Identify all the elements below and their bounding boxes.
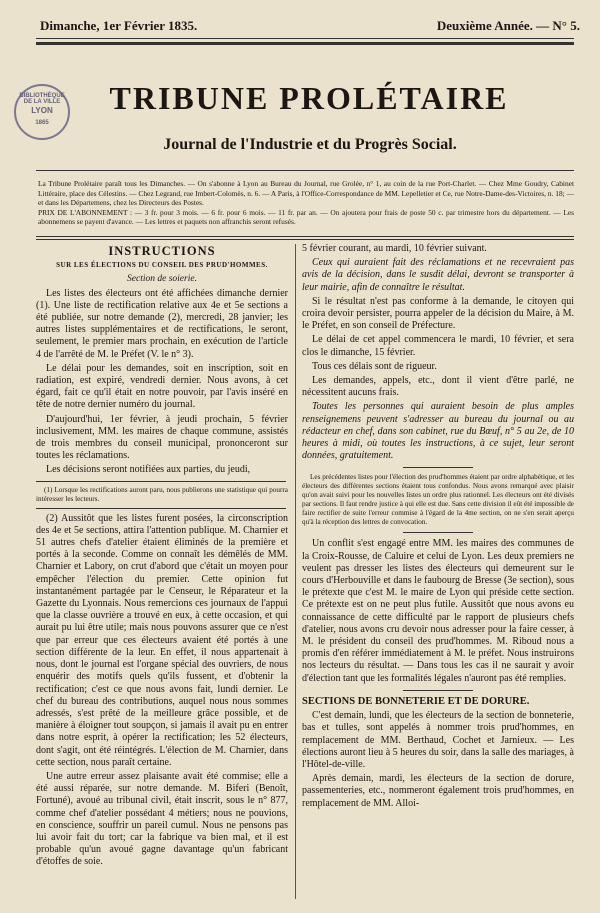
newspaper-subtitle: Journal de l'Industrie et du Progrès Social. [163,136,457,153]
info-line-2: PRIX DE L'ABONNEMENT : — 3 fr. pour 3 mois. — 6 fr. pour 6 mois. — 11 fr. par an. — On ajoutera pour frais de poste 50 c. par trimestre hors du département. — Les abonnemens se payent d'avance. — Les lettres et paquets non affranchis seront refusés. [38,207,574,227]
paragraph: Le délai de cet appel commencera le mardi, 10 février, et sera clos le dimanche, 15 février. [302,334,574,358]
paragraph: Le délai pour les demandes, soit en inscription, soit en radiation, est expiré, vendredi dernier. Nous avons, à cet égard, fait ce qu'il était en notre pouvoir, par l'avis inséré en tête de notre dernier numéro du journal. [36,362,288,411]
left-column [36,245,288,871]
info-rule-bottom [36,236,574,237]
paragraph: Une autre erreur assez plaisante avait été commise; elle a été aussi réparée, sur notre demande. M. Biferi (Benoît, Fortuné), avoué au tribunal civil, était inscrit, sous le n° 877, comme chef d'atelier possédant 4 métiers; nous ne pouvions, en conscience, souffrir un pareil cumul. Nous ne pensons pas lui avoir fait du tort; car la fabrique va bien mal, et il est probable qu'un avoué gagne davantage qu'un fabricant d'étoffes de soie. [36,770,288,868]
paragraph: Un conflit s'est engagé entre MM. les maires des communes de la Croix-Rousse, de Caluire et celui de Lyon. Les deux premiers ne veulent pas dresser les listes des électeurs qui demeurent sur le cours d'Herbouville et dans le faubourg de Bresse (3e section), sous le prétexte que c'est M. le maire de Lyon qui préside cette section. Ce prétexte est on ne peut plus futile. Aussitôt que nous avons eu connaissance de cette difficulté par le rapport de plusieurs chefs d'atelier, nous avons cru devoir nous adresser pour la faire cesser, à M. le président du conseil des prud'hommes. M. Riboud nous a promis d'en référer immédiatement à M. le préfet. Nous instruirons nos lecteurs du résultat. — Dans tous les cas il ne saurait y avoir d'élection tant que les formalités légales n'auront pas été remplies. [302,538,574,684]
separator [403,532,473,533]
paragraph: Ceux qui auraient fait des réclamations et ne recevraient pas avis de la décision, dans le susdit délai, devront se transporter à leur mairie, afin de connaître le résultat. [302,257,574,293]
info-rule-bottom-2 [36,239,574,240]
issue-date: Dimanche, 1er Février 1835. [40,18,198,33]
top-rule [36,38,574,39]
paragraph: Les demandes, appels, etc., dont il vient d'être parlé, ne nécessitent aucuns frais. [302,375,574,399]
paragraph: 5 février courant, au mardi, 10 février suivant. [302,243,487,254]
newspaper-title: TRIBUNE PROLÉTAIRE [109,80,509,116]
info-rule-top [36,170,574,171]
paragraph: D'aujourd'hui, 1er février, à jeudi prochain, 5 février inclusivement, MM. les maires de chaque commune, assistés de trois membres du conseil municipal, prononceront sur toutes les réclamations. [36,413,288,462]
footnote-rule-2 [36,508,286,509]
top-rule-thick [36,42,574,45]
info-line-1: La Tribune Prolétaire paraît tous les Dimanches. — On s'abonne à Lyon au Bureau du Journal, rue Grolée, n° 1, au coin de la rue Port-Charlet. — Chez Mme Goudry, Cabinet Littéraire, place des Célestins. — Chez Legrand, rue Imbert-Colomès, n. 6. — A Paris, à l'Office-Correspondance de MM. Lepelletier et Ce, rue Notre-Dame-des-Victoires, n. 18; — et dans les Départemens, chez les Directeurs des Postes. [38,179,574,208]
paragraph: Si le résultat n'est pas conforme à la demande, le citoyen qui croira devoir persister, pourra appeler de la décision du Maire, à M. le Préfet, en son conseil de Préfecture. [302,295,574,332]
column-divider [295,244,296,899]
right-column [302,243,574,812]
paragraph: C'est demain, lundi, que les électeurs de la section de bonneterie, bas et tulles, sont appelés à nommer trois prud'hommes, en remplacement de MM. Berthaud, Cochet et Jarnieux. — Les élections auront lieu à 5 heures du soir, dans la salle des mariages, à l'Hôtel-de-ville. [302,710,574,770]
article-subheading: SUR LES ÉLECTIONS DU CONSEIL DES PRUD'HOMMES. [56,261,268,270]
note: Les précédentes listes pour l'élection des prud'hommes étaient par ordre alphabétique, et les électeurs des différentes sections étaient tous confondus. Nous avons remarqué avec plaisir qu'on avait suivi pour les nouvelles listes un ordre plus rationnel. Les électeurs ont été divisés par sections. Il faut rendre justice à qui elle est due. Sans cette division il eût été impossible de faire rectifier de suite l'erreur commise à l'égard de la 4me section, on ne s'en serait aperçu qu'à la réception des lettres de convocation. [302,473,574,527]
separator [403,690,473,691]
article-heading: INSTRUCTIONS [108,244,216,258]
issue-number: Deuxième Année. — N° 5. [436,18,580,33]
paragraph: Tous ces délais sont de rigueur. [312,360,437,372]
paragraph: Toutes les personnes qui auraient besoin de plus amples renseignemens peuvent s'adresser au bureau du journal ou au rédacteur en chef, dans son cabinet, rue du Bœuf, n° 5 au 2e, de 10 heures à midi, où toutes les instructions, à ce sujet, leur seront données, gratuitement. [302,401,574,462]
section-label: Section de soierie. [127,274,197,285]
footnote: (1) Lorsque les rectifications auront paru, nous publierons une statistique qui pourra intéresser les lecteurs. [36,485,288,503]
paragraph: (2) Aussitôt que les listes furent posées, la circonscription des 4e et 5e sections, attira l'attention publique. M. Charnier et 51 autres chefs d'atelier étaient éliminés de la première et portés à la seconde. Comme on connaît les démêlés de MM. Charnier et Labory, on crut d'abord que c'était un moyen pour empêcher l'élection du premier. Cette opinion fut instantanément partagée par le Censeur, le Réparateur et la Gazette du Lyonnais. Nous remercions ces journaux de l'appui que la classe ouvrière a trouvé en eux, à cette occasion, et qui aurait pu lui être utile; mais nous pouvons assurer que ce n'est que par erreur que ces électeurs avaient été portés à une section différente de la leur. En effet, il nous appartenait à nous, dont le journal est l'organe spécial des ouvriers, de nous enquérir des motifs quels qu'ils fussent, et d'obtenir la rectification; c'est ce que nous avons fait, lundi dernier. Le chef du bureau des contributions, auquel nous nous sommes adressés, s'est prêté de la meilleure grâce possible, et de manière à éloigner tout soupçon, si jamais il avait pu en entrer dans notre esprit, à opérer la rectification; les 52 électeurs, dont s'agit, ont été réintégrés. L'élection de M. Charnier, dans cette section, nous paraît certaine. [36,512,288,768]
paragraph: Les décisions seront notifiées aux parties, du jeudi, [46,464,251,476]
paragraph: Les listes des électeurs ont été affichées dimanche dernier (1). Une liste de rectification relative aux 4e et 5e sections a été publiée, sur notre demande (2), mercredi, 28 janvier; les autres listes supplémentaires et de rectifications, le seront, seulement, le premier mars prochain, en exécution de l'article 4 de l'arrêté de M. le Préfet (V. le n° 3). [36,287,288,360]
section-heading: SECTIONS DE BONNETERIE ET DE DORURE. [302,695,530,707]
paragraph: Après demain, mardi, les électeurs de la section de dorure, passementeries, etc., nommeront également trois prud'hommes, en remplacement de MM. Alloi- [302,773,574,809]
library-stamp: BIBLIOTHÈQUE DE LA VILLE LYON 1865 [14,84,70,140]
separator [403,467,473,468]
subscription-info [38,179,574,227]
footnote-rule [36,481,286,482]
